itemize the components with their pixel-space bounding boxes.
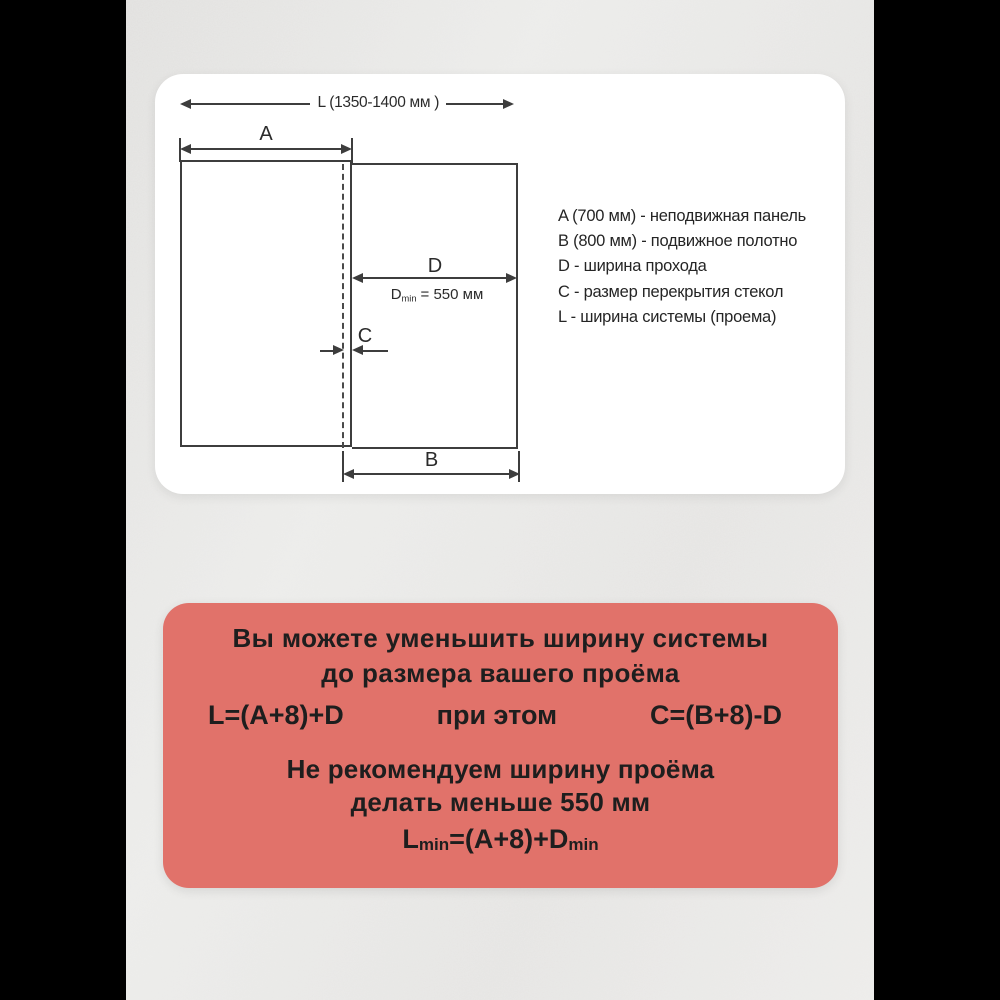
diagram-card xyxy=(155,74,845,494)
legend-item: L - ширина системы (проема) xyxy=(558,307,777,326)
dimension-line xyxy=(354,473,509,475)
note-line1: Не рекомендуем ширину проёма xyxy=(286,754,715,784)
dimension-B xyxy=(343,466,520,482)
dimension-A-label: A xyxy=(259,123,273,145)
note-line2: делать меньше 550 мм xyxy=(350,787,651,817)
formula-connector: при этом xyxy=(436,699,558,730)
dimension-C-label: C xyxy=(357,325,373,347)
legend-item: C - размер перекрытия стекол xyxy=(558,282,784,301)
legend-item: B (800 мм) - подвижное полотно xyxy=(558,232,798,251)
dimension-line xyxy=(180,144,352,154)
formula-row xyxy=(208,699,782,731)
right-black-bar xyxy=(874,0,1000,1000)
legend-item: A (700 мм) - неподвижная панель xyxy=(558,207,806,225)
fixed-panel-rect xyxy=(180,160,352,447)
lmin-subscript: min xyxy=(418,835,450,855)
dimension-D xyxy=(352,270,517,286)
arrowhead-left-icon xyxy=(343,469,354,479)
arrowhead-left-icon xyxy=(180,144,191,154)
dimension-line xyxy=(320,350,334,352)
paper-background xyxy=(126,0,874,1000)
lmin-base: L xyxy=(402,824,419,854)
dimension-line xyxy=(363,277,506,279)
note-text xyxy=(163,753,838,819)
dmin-value: = 550 мм xyxy=(420,286,484,303)
extension-tick xyxy=(179,138,181,162)
dimension-L-label: L (1350-1400 мм ) xyxy=(317,94,440,111)
dimension-line xyxy=(191,103,310,105)
dimension-line xyxy=(191,148,341,150)
arrowhead-right-icon xyxy=(509,469,520,479)
dimension-line xyxy=(361,350,388,352)
dimension-A xyxy=(180,123,352,154)
dimension-D-label: D xyxy=(427,255,443,277)
sliding-panel-rect xyxy=(352,163,518,449)
formula-Lmin xyxy=(163,824,838,854)
arrowhead-right-icon xyxy=(503,99,514,109)
dmin-annotation xyxy=(347,286,527,303)
left-black-bar xyxy=(0,0,126,1000)
dimension-B-label: B xyxy=(424,449,439,471)
dmin-base: D xyxy=(390,286,402,303)
dimension-L xyxy=(180,96,514,112)
dmin-subscript: min xyxy=(568,835,599,855)
hidden-edge-dashed-line xyxy=(342,164,344,448)
arrowhead-right-icon xyxy=(506,273,517,283)
formula-L: L=(A+8)+D xyxy=(208,699,344,730)
dimension-line xyxy=(446,103,503,105)
dmin-subscript: min xyxy=(401,293,417,304)
info-heading-line2: до размера вашего проёма xyxy=(321,658,680,688)
legend-item: D - ширина прохода xyxy=(558,257,707,276)
formula-C: C=(B+8)-D xyxy=(649,699,782,730)
arrowhead-right-icon xyxy=(333,345,344,355)
arrowhead-left-icon xyxy=(352,273,363,283)
arrowhead-left-icon xyxy=(180,99,191,109)
lmin-middle: =(A+8)+D xyxy=(449,824,569,854)
info-box xyxy=(163,603,838,888)
info-heading xyxy=(163,621,838,691)
legend xyxy=(558,204,806,330)
info-heading-line1: Вы можете уменьшить ширину системы xyxy=(232,623,769,653)
